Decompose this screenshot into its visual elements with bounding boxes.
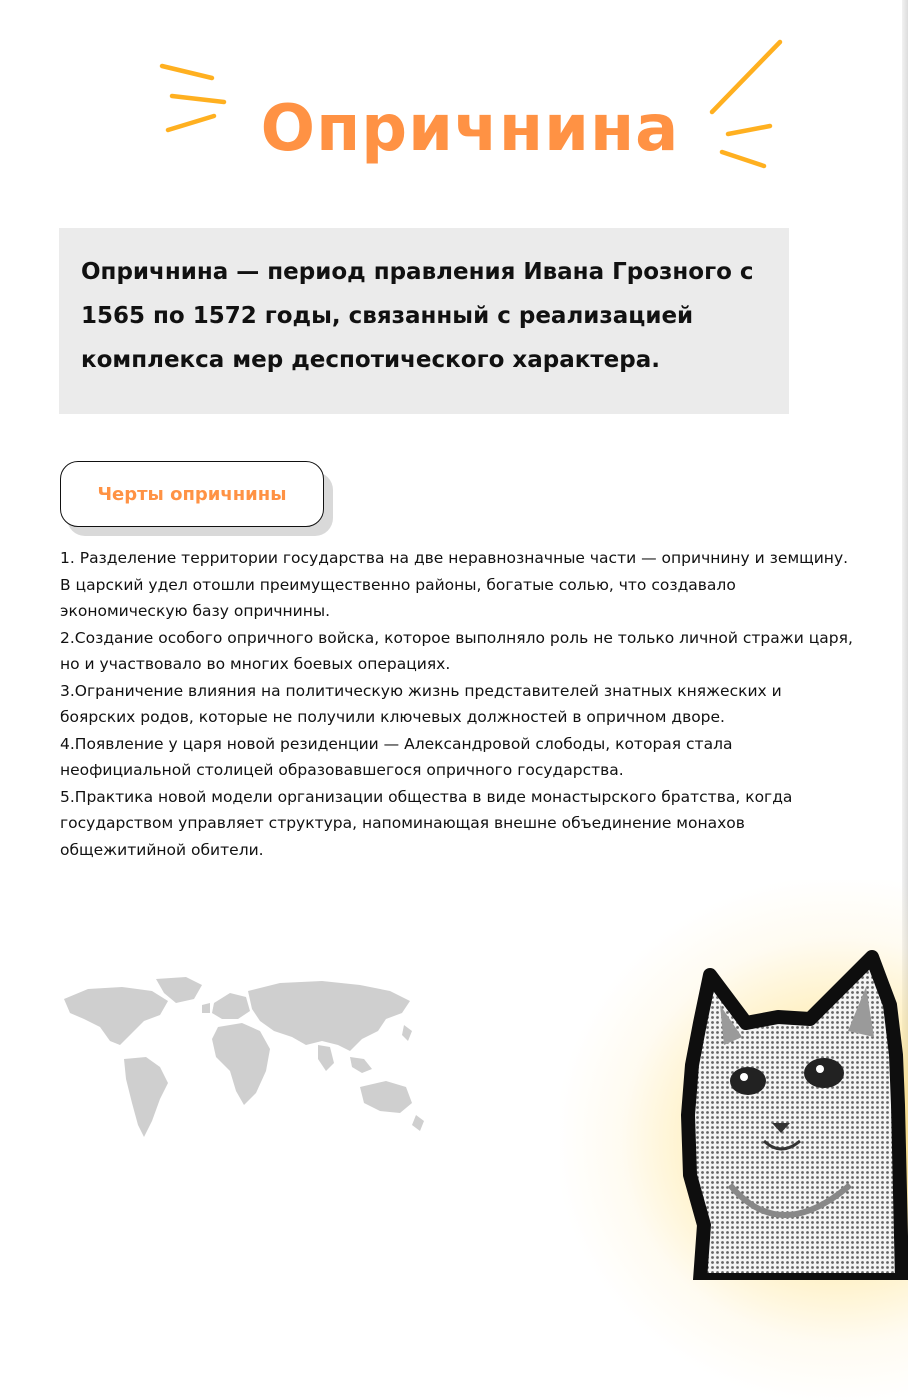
features-list (60, 545, 860, 863)
world-map-icon (60, 975, 430, 1155)
feature-item: 5.Практика новой модели организации общества в виде монастырского братства, когда государством управляет структура, напоминающая внешне объединение монахов общежитийной обители. (60, 787, 793, 859)
cat-illustration-icon (660, 945, 908, 1280)
definition-box (59, 228, 789, 414)
definition-text: Опричнина — период правления Ивана Грозного с 1565 по 1572 годы, связанный с реализацией комплекса мер деспотического характера. (81, 259, 754, 373)
section-label: Черты опричнины (60, 461, 324, 527)
page-title: Опричнина (260, 92, 680, 166)
feature-item: 3.Ограничение влияния на политическую жизнь представителей знатных княжеских и боярских родов, которые не получили ключевых должностей в опричном дворе. (60, 681, 782, 726)
feature-item: 1. Разделение территории государства на две неравнозначные части — опричнину и земщину. В царский удел отошли преимущественно районы, богатые солью, что создавало экономическую базу опричнины. (60, 549, 849, 620)
feature-item: 2.Создание особого опричного войска, которое выполняло роль не только личной стражи царя, но и участвовало во многих боевых операциях. (60, 628, 853, 673)
feature-item: 4.Появление у царя новой резиденции — Александровой слободы, которая стала неофициальной столицей образовавшегося опричного государства. (60, 734, 733, 779)
title-block (150, 30, 790, 190)
